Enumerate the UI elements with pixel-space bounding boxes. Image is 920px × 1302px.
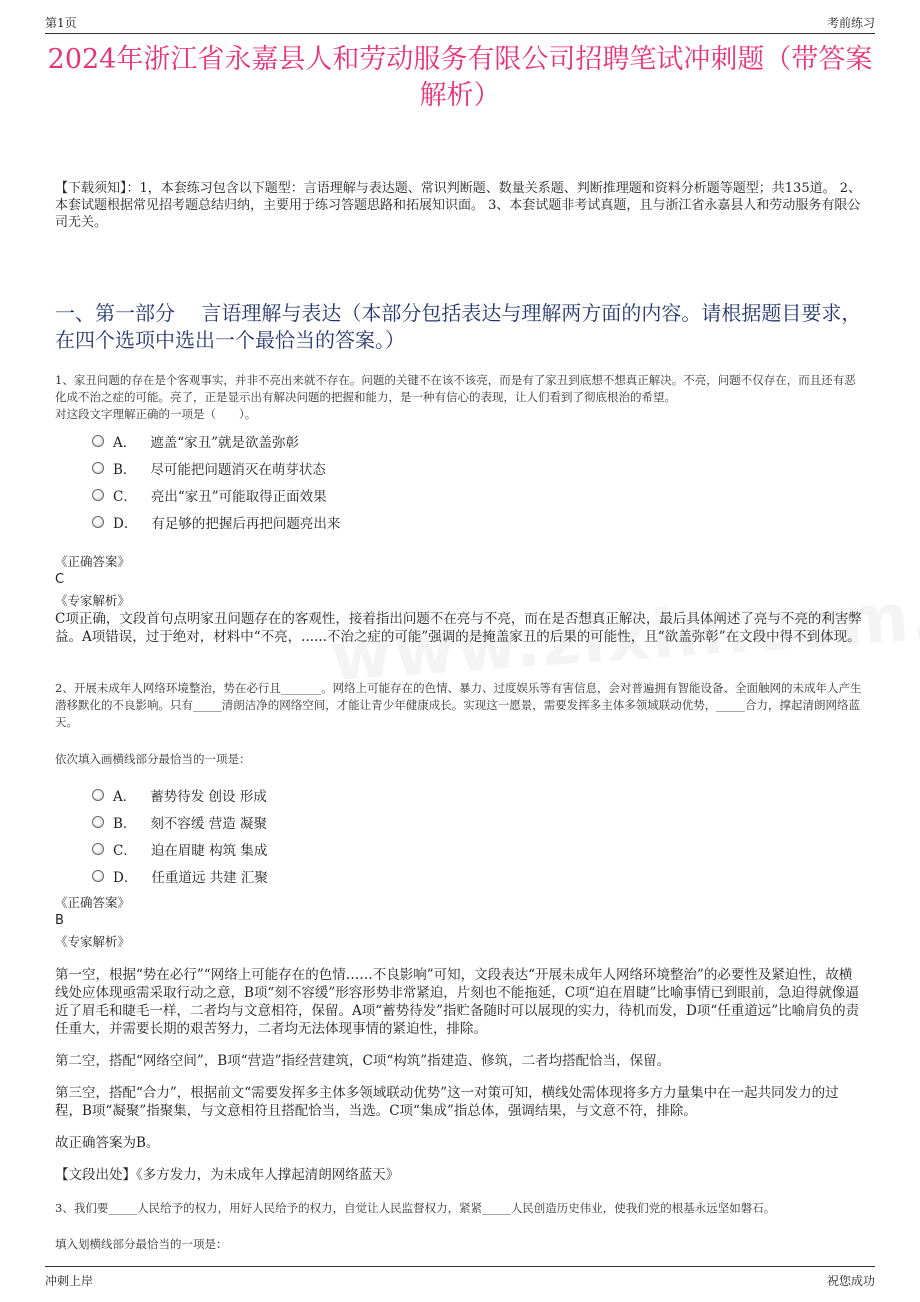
answer-label: 《正确答案》: [55, 895, 131, 910]
radio-icon[interactable]: [92, 435, 104, 447]
page-number: 第1页: [45, 16, 77, 30]
analysis-paragraph: 第二空，搭配“网络空间”，B项“营造”指经营建筑，C项“构筑”指建造、修筑，二者均搭配恰当，保留。: [55, 1053, 671, 1069]
question-1-ask: 对这段文字理解正确的一项是（ ）。: [55, 407, 257, 421]
answer-value: C: [55, 572, 65, 587]
radio-icon[interactable]: [92, 870, 104, 882]
option-letter: C．: [113, 842, 137, 859]
analysis-paragraph: 第一空，根据“势在必行”“网络上可能存在的色情……不良影响”可知，文段表达“开展未成年人网络环境整治”的必要性及紧迫性，故横线处应体现亟需采取行动之意，B项“刻不容缓”形容形势非常紧迫，片刻也不能拖延，C项“迫在眉睫”比喻事情已到眼前，急迫得就像逼近了眉毛和睫毛一样，二者均与文意相符，保留。A项“蓄势待发”指贮备随时可以展现的实力，待机而发，D项“任重道远”比喻肩负的责任重大，并需要长期的艰苦努力，二者均无法体现事情的紧迫性，排除。: [55, 967, 860, 1037]
footer-left-text: 冲刺上岸: [45, 1274, 94, 1288]
option-letter: A．: [113, 434, 137, 451]
header-tag: 考前练习: [826, 16, 875, 30]
question-2-ask: 依次填入画横线部分最恰当的一项是：: [55, 752, 251, 766]
radio-icon[interactable]: [92, 516, 104, 528]
option-text: 任重道远 共建 汇聚: [151, 869, 268, 886]
question-1-stem: 1、家丑问题的存在是个客观事实，并非不亮出来就不存在。问题的关键不在该不该亮，而是有了家丑到底想不想真正解决。不亮，问题不仅存在，而且还有恶化成不治之症的可能。亮了，正是显示出有解决问题的把握和能力，是一种有信心的表现，让人们看到了彻底根治的希望。: [55, 373, 856, 404]
option-letter: D．: [113, 515, 138, 532]
radio-icon[interactable]: [92, 789, 104, 801]
analysis-paragraph: 第三空，搭配“合力”，根据前文“需要发挥多主体多领域联动优势”这一对策可知，横线处需体现将多方力量集中在一起共同发力的过程，B项“凝聚”指聚集，与文意相符且搭配恰当，当选。C项“集成”指总体，强调结果，与文意不符，排除。: [55, 1085, 839, 1119]
option-b[interactable]: [92, 808, 268, 835]
option-text: 遮盖“家丑”就是欲盖弥彰: [150, 434, 300, 451]
option-letter: B．: [113, 461, 137, 478]
footer-divider: [45, 1266, 875, 1267]
option-text: 有足够的把握后再把问题亮出来: [151, 515, 341, 532]
option-text: 尽可能把问题消灭在萌芽状态: [150, 461, 326, 478]
radio-icon[interactable]: [92, 843, 104, 855]
analysis-label: 《专家解析》: [55, 934, 131, 949]
option-letter: D．: [113, 869, 138, 886]
question-2-stem: 2、开展未成年人网络环境整治，势在必行且_______。网络上可能存在的色情、暴力、过度娱乐等有害信息，会对普遍拥有智能设备、全面触网的未成年人产生潜移默化的不良影响。只有_____清朗洁净的网络空间，才能让青少年健康成长。实现这一愿景，需要发挥多主体多领域联动优势，_____合力，撑起清朗网络蓝天。: [55, 681, 862, 729]
question-1-options: [92, 427, 340, 535]
analysis-paragraph: 故正确答案为B。: [55, 1135, 160, 1151]
option-a[interactable]: [92, 427, 340, 454]
question-3-stem: 3、我们要_____人民给予的权力，用好人民给予的权力，自觉让人民监督权力，紧紧_____人民创造历史伟业，使我们党的根基永远坚如磐石。: [55, 1201, 776, 1215]
answer-value: B: [55, 913, 64, 928]
analysis-label: 《专家解析》: [55, 593, 131, 608]
header-divider: [45, 33, 875, 34]
option-c[interactable]: [92, 835, 268, 862]
question-2-options: [92, 781, 268, 889]
option-letter: A．: [113, 788, 137, 805]
option-d[interactable]: [92, 508, 340, 535]
question-2: [55, 680, 865, 731]
source-citation: 【文段出处】《多方发力，为未成年人撑起清朗网络蓝天》: [55, 1167, 400, 1183]
section-heading: 一、第一部分 言语理解与表达（本部分包括表达与理解两方面的内容。请根据题目要求，在四个选项中选出一个最恰当的答案。）: [55, 301, 862, 352]
analysis-paragraph: C项正确，文段首句点明家丑问题存在的客观性，接着指出问题不在亮与不亮，而在是否想真正解决，最后具体阐述了亮与不亮的利害弊益。A项错误，过于绝对，材料中“不亮，......不治之症的可能”强调的是掩盖家丑的后果的可能性，且“欲盖弥彰”在文段中得不到体现。: [55, 611, 862, 645]
option-text: 迫在眉睫 构筑 集成: [150, 842, 268, 859]
option-c[interactable]: [92, 481, 340, 508]
option-text: 亮出“家丑”可能取得正面效果: [150, 488, 327, 505]
question-3-ask: 填入划横线部分最恰当的一项是：: [55, 1237, 228, 1251]
answer-label: 《正确答案》: [55, 554, 131, 569]
radio-icon[interactable]: [92, 816, 104, 828]
option-a[interactable]: [92, 781, 268, 808]
radio-icon[interactable]: [92, 489, 104, 501]
option-b[interactable]: [92, 454, 340, 481]
option-text: 蓄势待发 创设 形成: [150, 788, 267, 805]
analysis-text: [55, 610, 865, 646]
download-notice: 【下载须知】：1，本套练习包含以下题型：言语理解与表达题、常识判断题、数量关系题、判断推理题和资料分析题等题型；共135道。 2、本套试题根据常见招考题总结归纳，主要用于练习答题思路和拓展知识面。 3、本套试题非考试真题，且与浙江省永嘉县人和劳动服务有限公司无关。: [55, 181, 861, 230]
option-letter: B．: [113, 815, 137, 832]
footer-right-text: 祝您成功: [826, 1274, 875, 1288]
option-letter: C．: [113, 488, 137, 505]
analysis-text: [55, 966, 865, 1184]
option-text: 刻不容缓 营造 凝聚: [150, 815, 268, 832]
document-title: 2024年浙江省永嘉县人和劳动服务有限公司招聘笔试冲刺题（带答案解析）: [47, 44, 873, 111]
question-1: [55, 372, 865, 423]
radio-icon[interactable]: [92, 462, 104, 474]
option-d[interactable]: [92, 862, 268, 889]
